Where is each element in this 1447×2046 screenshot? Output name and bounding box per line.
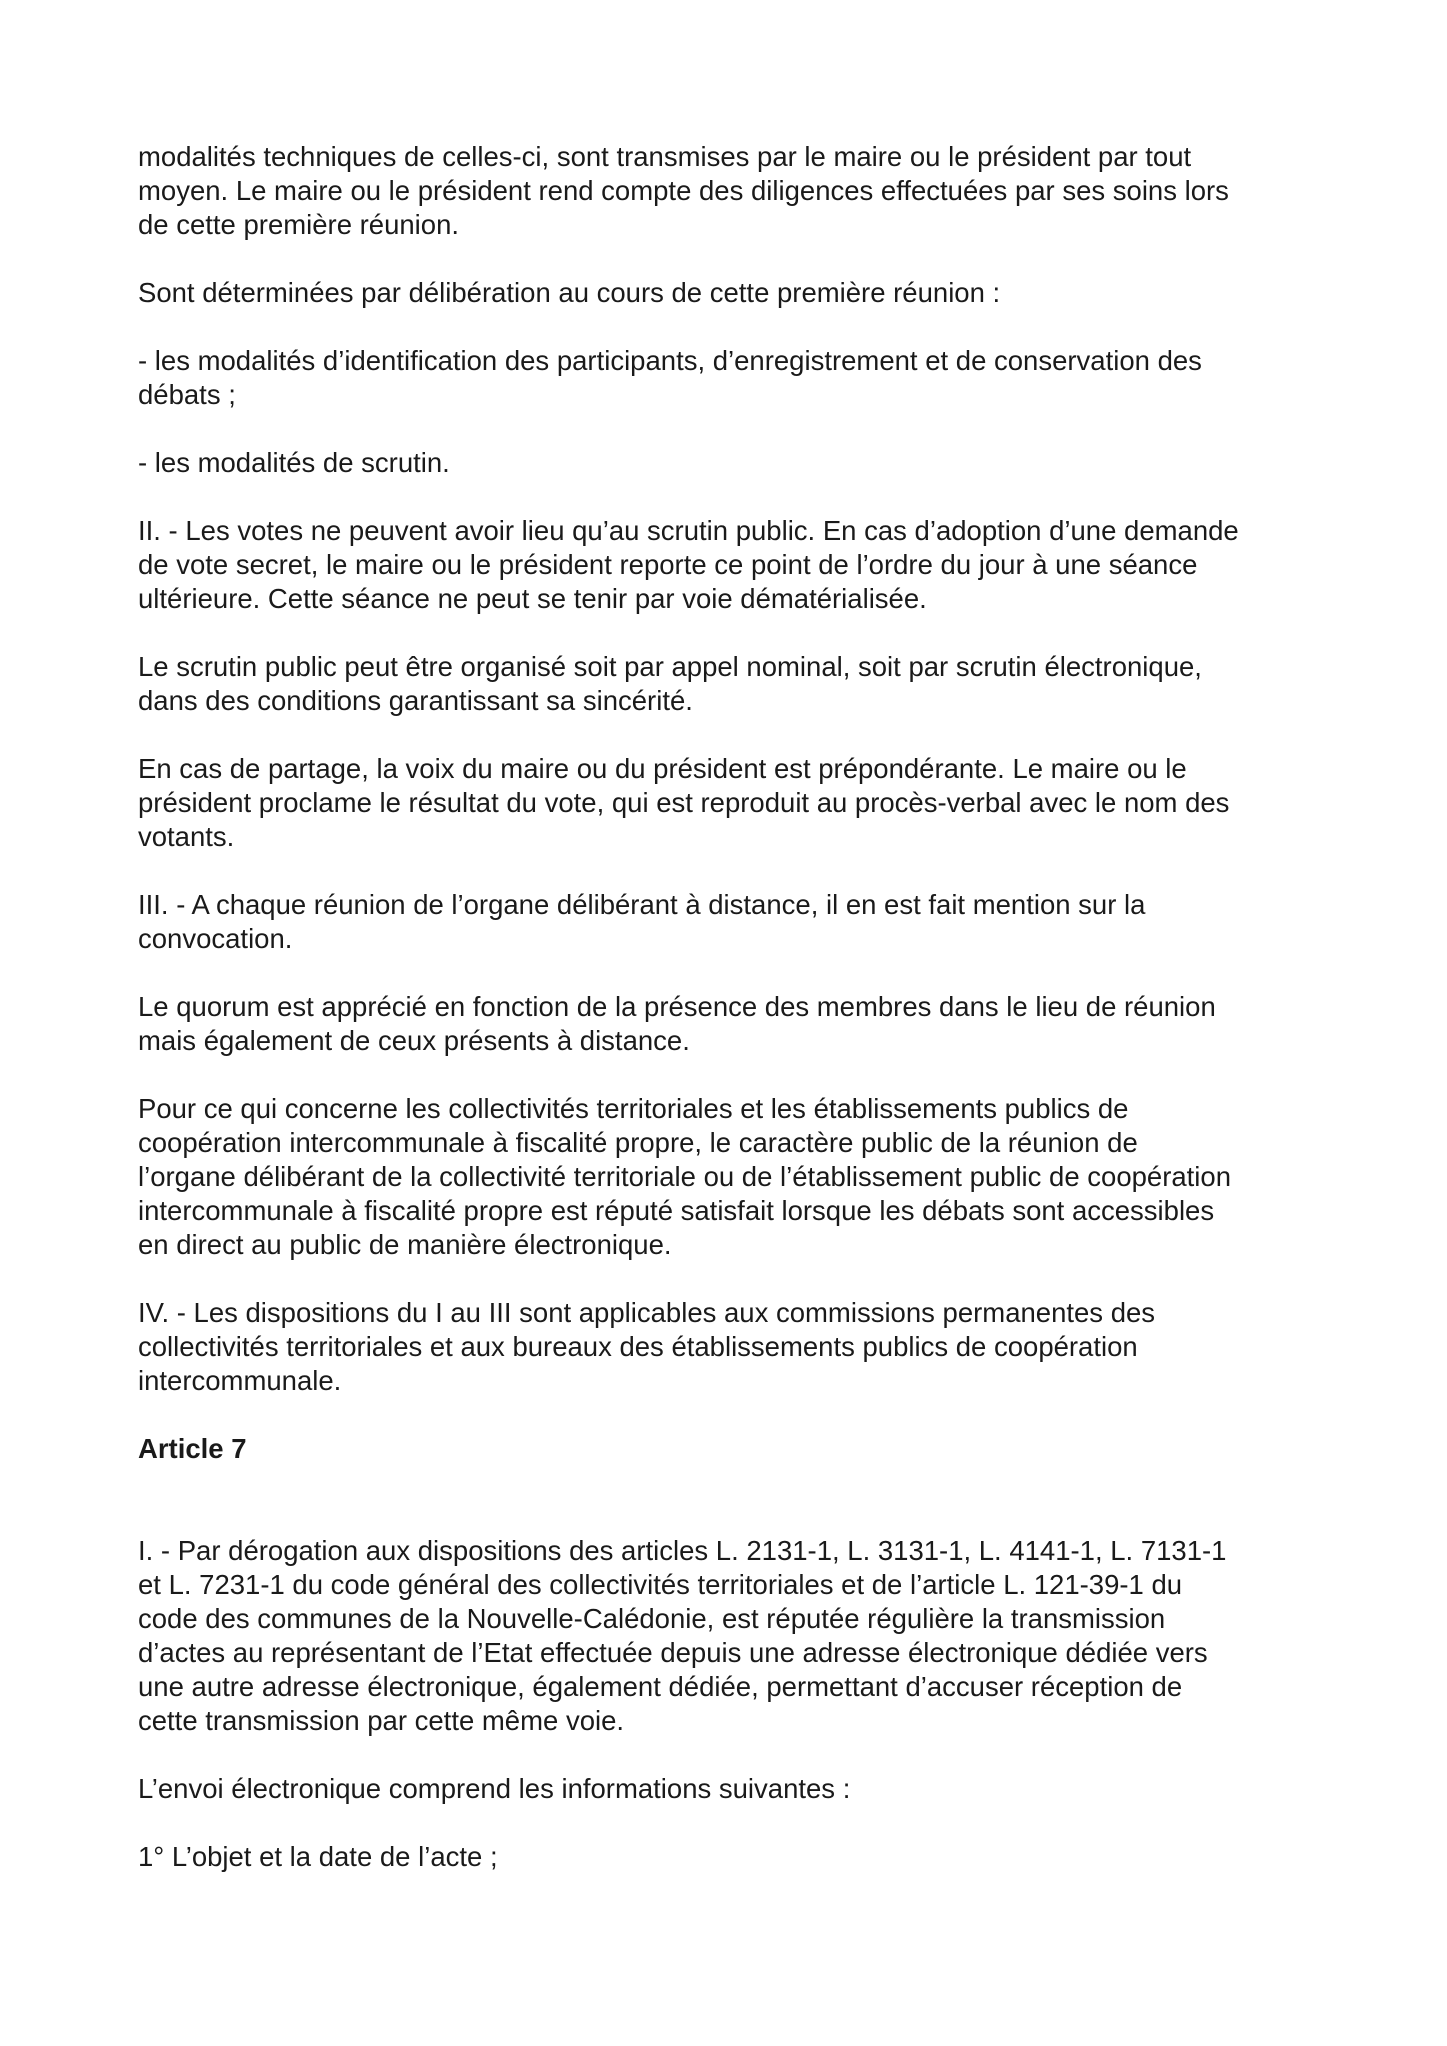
text-line: débats ;	[138, 379, 236, 410]
body-text-before-heading	[138, 140, 1338, 1398]
text-line: en direct au public de manière électronique.	[138, 1229, 672, 1260]
text-line: d’actes au représentant de l’Etat effectuée depuis une adresse électronique dédiée vers	[138, 1637, 1208, 1668]
document-page	[138, 140, 1338, 1908]
text-line: Pour ce qui concerne les collectivités territoriales et les établissements publics de	[138, 1093, 1129, 1124]
paragraph	[138, 990, 1338, 1058]
paragraph	[138, 1296, 1338, 1398]
text-line: L’envoi électronique comprend les informations suivantes :	[138, 1773, 851, 1804]
body-text-after-heading	[138, 1534, 1338, 1874]
paragraph	[138, 888, 1338, 956]
text-line: intercommunale à fiscalité propre est réputé satisfait lorsque les débats sont accessibles	[138, 1195, 1215, 1226]
text-line: I. - Par dérogation aux dispositions des articles L. 2131-1, L. 3131-1, L. 4141-1, L. 7131-1	[138, 1535, 1227, 1566]
paragraph	[138, 752, 1338, 854]
text-line: III. - A chaque réunion de l’organe délibérant à distance, il en est fait mention sur la	[138, 889, 1146, 920]
text-line: collectivités territoriales et aux bureaux des établissements publics de coopération	[138, 1331, 1138, 1362]
text-line: dans des conditions garantissant sa sincérité.	[138, 685, 693, 716]
text-line: une autre adresse électronique, également dédiée, permettant d’accuser réception de	[138, 1671, 1183, 1702]
paragraph	[138, 140, 1338, 242]
text-line: Le quorum est apprécié en fonction de la présence des membres dans le lieu de réunion	[138, 991, 1216, 1022]
text-line: intercommunale.	[138, 1365, 342, 1396]
text-line: de vote secret, le maire ou le président reporte ce point de l’ordre du jour à une séance	[138, 549, 1198, 580]
text-line: l’organe délibérant de la collectivité territoriale ou de l’établissement public de coopération	[138, 1161, 1232, 1192]
text-line: - les modalités d’identification des participants, d’enregistrement et de conservation des	[138, 345, 1202, 376]
text-line: II. - Les votes ne peuvent avoir lieu qu’au scrutin public. En cas d’adoption d’une demande	[138, 515, 1239, 546]
paragraph	[138, 650, 1338, 718]
text-line: président proclame le résultat du vote, qui est reproduit au procès-verbal avec le nom des	[138, 787, 1230, 818]
paragraph	[138, 344, 1338, 412]
paragraph	[138, 1772, 1338, 1806]
paragraph	[138, 1840, 1338, 1874]
text-line: code des communes de la Nouvelle-Calédonie, est réputée régulière la transmission	[138, 1603, 1166, 1634]
text-line: IV. - Les dispositions du I au III sont applicables aux commissions permanentes des	[138, 1297, 1156, 1328]
text-line: coopération intercommunale à fiscalité propre, le caractère public de la réunion de	[138, 1127, 1138, 1158]
text-line: En cas de partage, la voix du maire ou du président est prépondérante. Le maire ou le	[138, 753, 1187, 784]
text-line: cette transmission par cette même voie.	[138, 1705, 625, 1736]
paragraph	[138, 446, 1338, 480]
text-line: de cette première réunion.	[138, 209, 460, 240]
text-line: Sont déterminées par délibération au cours de cette première réunion :	[138, 277, 1001, 308]
paragraph	[138, 1092, 1338, 1262]
text-line: moyen. Le maire ou le président rend compte des diligences effectuées par ses soins lors	[138, 175, 1229, 206]
text-line: ultérieure. Cette séance ne peut se tenir par voie dématérialisée.	[138, 583, 927, 614]
article-heading: Article 7	[138, 1433, 247, 1464]
text-line: votants.	[138, 821, 235, 852]
text-line: mais également de ceux présents à distance.	[138, 1025, 690, 1056]
text-line: Le scrutin public peut être organisé soit par appel nominal, soit par scrutin électronique,	[138, 651, 1202, 682]
paragraph	[138, 514, 1338, 616]
text-line: - les modalités de scrutin.	[138, 447, 450, 478]
text-line: 1° L’objet et la date de l’acte ;	[138, 1841, 498, 1872]
paragraph	[138, 276, 1338, 310]
text-line: convocation.	[138, 923, 293, 954]
paragraph	[138, 1534, 1338, 1738]
text-line: modalités techniques de celles-ci, sont transmises par le maire ou le président par tout	[138, 141, 1192, 172]
text-line: et L. 7231-1 du code général des collectivités territoriales et de l’article L. 121-39-1 du	[138, 1569, 1183, 1600]
